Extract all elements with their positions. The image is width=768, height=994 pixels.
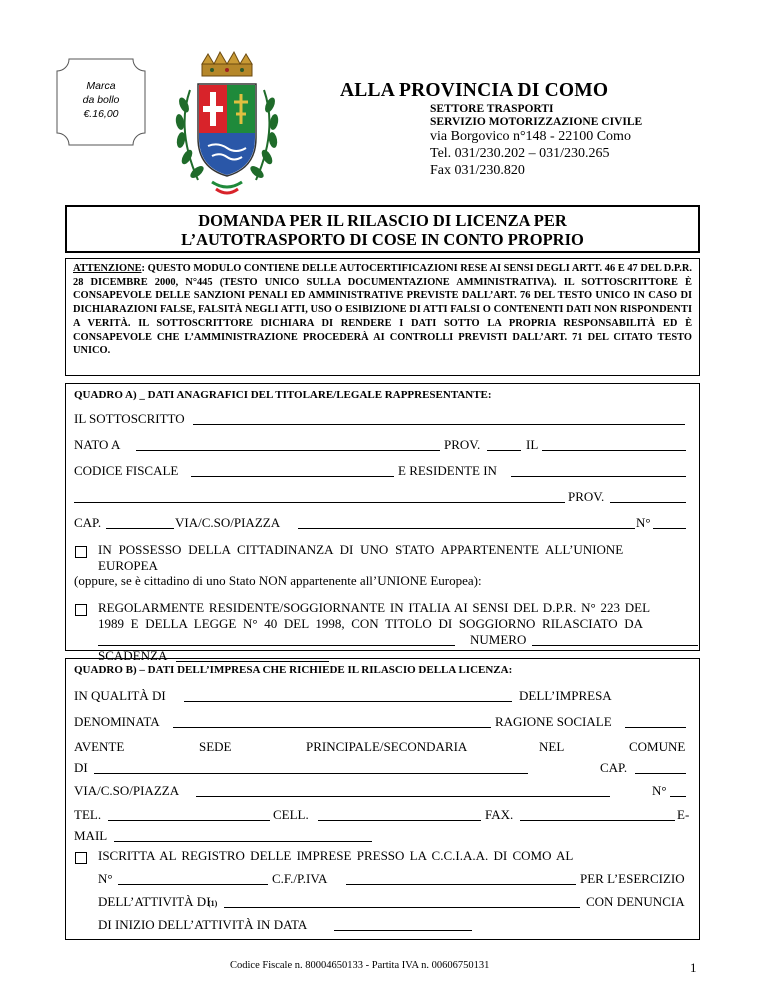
- label-prov: PROV.: [444, 437, 481, 452]
- field-permit-number[interactable]: [532, 632, 698, 646]
- field-company-street[interactable]: [196, 783, 610, 797]
- attention-label: ATTENZIONE: [73, 263, 142, 274]
- footer-fiscal-info: Codice Fiscale n. 80004650133 - Partita IVA n. 00606750131: [230, 960, 490, 971]
- field-birth-date[interactable]: [542, 437, 686, 451]
- checkbox-eu-citizen[interactable]: [75, 546, 87, 558]
- stamp-line-2: da bollo: [82, 94, 120, 106]
- field-cell[interactable]: [318, 807, 481, 821]
- attention-notice: [65, 258, 700, 376]
- label-numero-civico: N°: [636, 515, 651, 530]
- label-residente: E RESIDENTE IN: [398, 463, 497, 478]
- label-denuncia: CON DENUNCIA: [586, 894, 685, 909]
- field-role[interactable]: [184, 688, 512, 702]
- label-email-part-2: MAIL: [74, 828, 108, 843]
- office-address: via Borgovico n°148 - 22100 Como: [430, 129, 631, 144]
- field-residence-city[interactable]: [511, 463, 686, 477]
- field-street[interactable]: [298, 515, 635, 529]
- field-company-name[interactable]: [173, 714, 491, 728]
- label-avente: AVENTE: [74, 739, 125, 754]
- field-email[interactable]: [114, 828, 372, 842]
- label-denominata: DENOMINATA: [74, 714, 160, 729]
- option-resident-line-2: 1989 E DELLA LEGGE N° 40 DEL 1998, CON TITOLO DI SOGGIORNO RILASCIATO DA: [98, 616, 644, 631]
- option-registro-imprese: ISCRITTA AL REGISTRO DELLE IMPRESE PRESSO LA C.C.I.A.A. DI COMO AL: [98, 848, 574, 863]
- sector-name: SETTORE TRASPORTI: [430, 103, 554, 115]
- label-fax: FAX.: [485, 807, 514, 822]
- option-eu-citizen-line-1: IN POSSESSO DELLA CITTADINANZA DI UNO STATO APPARTENENTE ALL’UNIONE: [98, 542, 624, 557]
- stamp-line-1: Marca: [86, 80, 116, 92]
- label-company-via: VIA/C.SO/PIAZZA: [74, 783, 180, 798]
- stamp-line-3: €.16,00: [83, 108, 119, 120]
- label-attivita: DELL’ATTIVITÀ DI: [98, 894, 211, 909]
- field-start-date[interactable]: [334, 917, 472, 931]
- label-permit-number: NUMERO: [470, 632, 527, 647]
- label-di: DI: [74, 760, 88, 775]
- label-cell: CELL.: [273, 807, 309, 822]
- field-attivita[interactable]: [224, 894, 580, 908]
- note-non-eu: (oppure, se è cittadino di uno Stato NON appartenente all’UNIONE Europea):: [74, 573, 482, 588]
- field-residence-city-cont[interactable]: [74, 489, 565, 503]
- label-sottoscritto: IL SOTTOSCRITTO: [74, 411, 185, 426]
- document-title-box: [65, 205, 700, 253]
- label-comune: COMUNE: [629, 739, 686, 754]
- label-ragione-sociale: RAGIONE SOCIALE: [495, 714, 612, 729]
- section-b-title: QUADRO B) – DATI DELL’IMPRESA CHE RICHIEDE IL RILASCIO DELLA LICENZA:: [74, 664, 513, 676]
- label-nato-a: NATO A: [74, 437, 121, 452]
- checkbox-registro-imprese[interactable]: [75, 852, 87, 864]
- attention-text: : QUESTO MODULO CONTIENE DELLE AUTOCERTIFICAZIONI RESE AI SENSI DEGLI ARTT. 46 E 47 DEL D.P.R. 28 DICEMBRE 2000, N°445 (TESTO UNICO SULLA DOCUMENTAZIONE AMMINISTRATIVA). IL SOTTOSCRITTORE È CONSAPEVOLE DELLE SANZIONI PENALI ED AMMINISTRATIVE PREVISTE DALL’ART. 76 DEL TESTO UNICO IN CASO DI DICHIARAZIONI FALSE, FALSITÀ NEGLI ATTI, USO O ESIBIZIONE DI ATTI FALSI O CONTENENTI DATI NON RISPONDENTI A VERITÀ. IL SOTTOSCRITTORE DICHIARA DI RENDERE I DATI SOTTO LA PROPRIA RESPONSABILITÀ ED È CONSAPEVOLE CHE L’AMMINISTRAZIONE PROCEDERÀ AI CONTROLLI PREVISTI DALL’ART. 71 DEL CITATO TESTO UNICO.: [73, 263, 692, 357]
- field-birthplace[interactable]: [136, 437, 440, 451]
- label-via: VIA/C.SO/PIAZZA: [175, 515, 281, 530]
- office-phone: Tel. 031/230.202 – 031/230.265: [430, 146, 610, 161]
- field-company-street-number[interactable]: [670, 783, 686, 797]
- section-a-box: [65, 383, 700, 663]
- label-sede: SEDE: [199, 739, 232, 754]
- tricolor-ribbon-icon: [212, 182, 242, 193]
- field-company-cap[interactable]: [635, 760, 686, 774]
- field-codice-fiscale[interactable]: [191, 463, 394, 477]
- field-tel[interactable]: [108, 807, 270, 821]
- label-email-part-1: E-: [677, 807, 690, 822]
- footnote-marker: (1): [208, 899, 218, 908]
- field-birth-prov[interactable]: [487, 437, 521, 451]
- field-registro-numero[interactable]: [118, 871, 268, 885]
- checkbox-non-eu-resident[interactable]: [75, 604, 87, 616]
- recipient-title: ALLA PROVINCIA DI COMO: [340, 80, 609, 101]
- label-principale-secondaria: PRINCIPALE/SECONDARIA: [306, 739, 468, 754]
- option-eu-citizen-line-2: EUROPEA: [98, 558, 158, 573]
- label-cap: CAP.: [74, 515, 102, 530]
- label-qualita: IN QUALITÀ DI: [74, 688, 166, 703]
- service-name: SERVIZIO MOTORIZZAZIONE CIVILE: [430, 116, 643, 128]
- label-cf-piva: C.F./P.IVA: [272, 871, 328, 886]
- label-codice-fiscale: CODICE FISCALE: [74, 463, 179, 478]
- field-street-number[interactable]: [653, 515, 686, 529]
- field-fax[interactable]: [520, 807, 675, 821]
- label-scadenza: SCADENZA: [98, 648, 168, 663]
- option-resident-line-1: REGOLARMENTE RESIDENTE/SOGGIORNANTE IN ITALIA AI SENSI DEL D.P.R. N° 223 DEL: [98, 600, 651, 615]
- section-a-title: QUADRO A) _ DATI ANAGRAFICI DEL TITOLARE/LEGALE RAPPRESENTANTE:: [74, 389, 492, 401]
- label-company-numero: N°: [652, 783, 667, 798]
- label-inizio-attivita: DI INIZIO DELL’ATTIVITÀ IN DATA: [98, 917, 308, 932]
- field-cf-piva[interactable]: [346, 871, 576, 885]
- field-permit-issuer[interactable]: [98, 632, 455, 646]
- label-esercizio: PER L’ESERCIZIO: [580, 871, 685, 886]
- document-title-line-2: L’AUTOTRASPORTO DI COSE IN CONTO PROPRIO: [181, 230, 584, 249]
- field-sottoscritto[interactable]: [193, 411, 685, 425]
- field-company-city[interactable]: [94, 760, 528, 774]
- label-registro-numero: N°: [98, 871, 113, 886]
- label-company-cap: CAP.: [600, 760, 628, 775]
- crown-icon: [202, 52, 252, 76]
- label-nel: NEL: [539, 739, 565, 754]
- province-coat-of-arms: [168, 50, 286, 198]
- page-number: 1: [690, 960, 697, 975]
- section-b-box: [65, 658, 700, 940]
- field-legal-form[interactable]: [625, 714, 686, 728]
- revenue-stamp-box: [55, 57, 147, 147]
- document-title-line-1: DOMANDA PER IL RILASCIO DI LICENZA PER: [198, 211, 567, 230]
- label-tel: TEL.: [74, 807, 102, 822]
- field-residence-prov[interactable]: [610, 489, 686, 503]
- field-cap[interactable]: [106, 515, 174, 529]
- shield-icon: [198, 84, 256, 176]
- label-il: IL: [526, 437, 539, 452]
- label-impresa: DELL’IMPRESA: [519, 688, 612, 703]
- office-fax: Fax 031/230.820: [430, 163, 525, 178]
- label-prov-residence: PROV.: [568, 489, 605, 504]
